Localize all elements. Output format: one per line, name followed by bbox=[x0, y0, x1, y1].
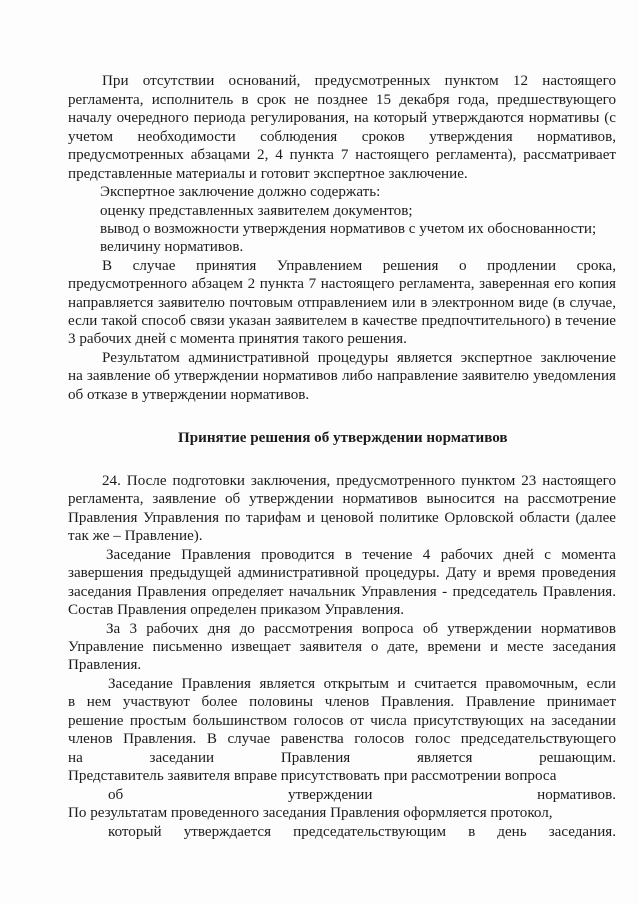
p2-line: Экспертное заключение должно содержать: bbox=[100, 184, 381, 200]
p12-line-2: По результатам проведенного заседания Правления оформляется протокол, bbox=[68, 805, 553, 821]
p11-line-2: в нем участвуют более половины членов Правления. Правление принимает bbox=[68, 694, 616, 710]
p9-line-4: Состав Правления определен приказом Управления. bbox=[68, 602, 405, 618]
p10-line-1: За 3 рабочих дня до рассмотрения вопроса об утверждении нормативов bbox=[106, 621, 616, 637]
p9-line-1: Заседание Правления проводится в течение 4 рабочих дней с момента bbox=[106, 547, 616, 563]
p6-line-1: В случае принятия Управлением решения о продлении срока, bbox=[102, 258, 616, 274]
section-heading: Принятие решения об утверждении нормативов bbox=[178, 430, 508, 446]
p7-line-1: Результатом административной процедуры является экспертное заключение bbox=[102, 350, 616, 366]
p6-line-3: направляется заявителю почтовым отправлением или в электронном виде (в случае, bbox=[68, 295, 616, 311]
p1-line-2: регламента, исполнитель в срок не позднее 15 декабря года, предшествующего bbox=[68, 92, 616, 108]
p8-line-4: так же – Правление). bbox=[68, 528, 203, 544]
p12-line-1: об утверждении нормативов. bbox=[108, 787, 616, 803]
p9-line-3: заседания Правления определяет начальник Управления - председатель Правления. bbox=[68, 584, 616, 600]
p1-line-5: предусмотренных абзацами 2, 4 пункта 7 настоящего регламента), рассматривает bbox=[68, 147, 616, 163]
p1-line-3: началу очередного периода регулирования, на который утверждаются нормативы (с bbox=[68, 110, 616, 126]
p1-line-6: представленные материалы и готовит экспертное заключение. bbox=[68, 166, 468, 182]
p9-line-2: завершения предыдущей административной процедуры. Дату и время проведения bbox=[68, 565, 616, 581]
p8-line-2: регламента, заявление об утверждении нормативов выносится на рассмотрение bbox=[68, 491, 616, 507]
p6-line-5: 3 рабочих дней с момента принятия такого решения. bbox=[68, 331, 407, 347]
p4-line: вывод о возможности утверждения нормативов с учетом их обоснованности; bbox=[100, 221, 597, 237]
p1-line-4: учетом необходимости соблюдения сроков утверждения нормативов, bbox=[68, 129, 616, 145]
p7-line-2: на заявление об утверждении нормативов либо направление заявителю уведомления bbox=[68, 368, 616, 384]
p11-line-1: Заседание Правления является открытым и считается правомочным, если bbox=[108, 676, 616, 692]
p8-line-3: Правления Управления по тарифам и ценовой политике Орловской области (далее bbox=[68, 510, 616, 526]
p6-line-4: если такой способ связи указан заявителем в качестве предпочтительного) в течение bbox=[68, 313, 616, 329]
p11-line-6: Представитель заявителя вправе присутствовать при рассмотрении вопроса bbox=[68, 768, 557, 784]
p11-line-5: на заседании Правления является решающим. bbox=[68, 750, 616, 766]
p7-line-3: об отказе в утверждении нормативов. bbox=[68, 387, 310, 403]
p10-line-2: Управление письменно извещает заявителя о дате, времени и месте заседания bbox=[68, 639, 616, 655]
p3-line: оценку представленных заявителем документов; bbox=[100, 203, 413, 219]
p10-line-3: Правления. bbox=[68, 657, 142, 673]
p6-line-2: предусмотренного абзацем 2 пункта 7 настоящего регламента, заверенная его копия bbox=[68, 276, 616, 292]
p5-line: величину нормативов. bbox=[100, 239, 244, 255]
p13-line-1: который утверждается председательствующим в день заседания. bbox=[108, 824, 616, 840]
p8-line-1: 24. После подготовки заключения, предусмотренного пунктом 23 настоящего bbox=[102, 473, 616, 489]
p11-line-4: членов Правления. В случае равенства голосов голос председательствующего bbox=[68, 731, 616, 747]
p11-line-3: решение простым большинством голосов от числа присутствующих на заседании bbox=[68, 713, 616, 729]
p1-line-1: При отсутствии оснований, предусмотренных пунктом 12 настоящего bbox=[102, 73, 616, 89]
